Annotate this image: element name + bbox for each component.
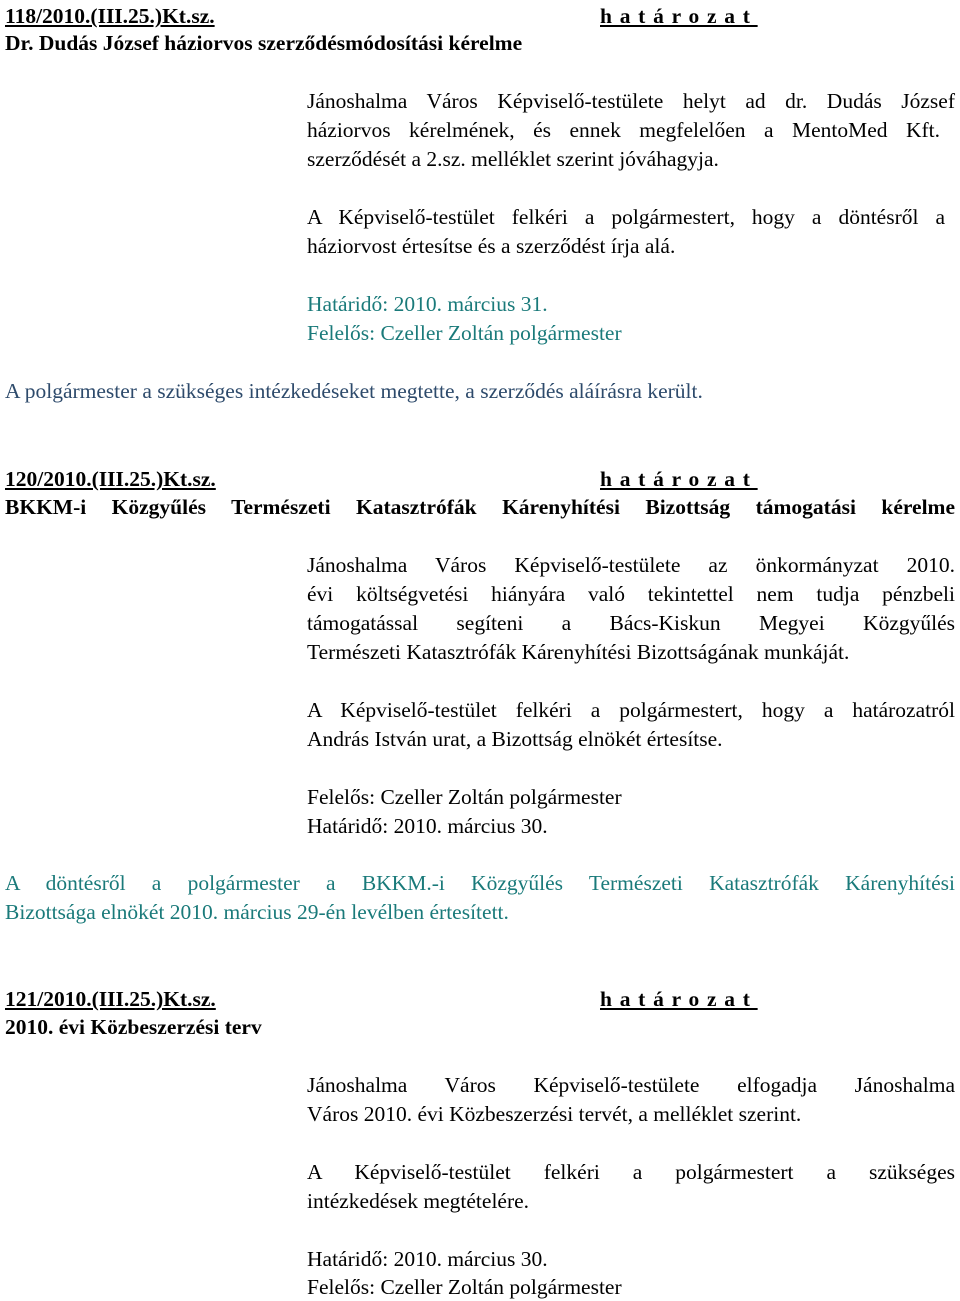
resolution-118-body-line: Jánoshalma Város Képviselő-testülete helyt ad dr. Dudás József: [307, 89, 955, 113]
resolution-120-body-line: évi költségvetési hiányára való tekintettel nem tudja pénzbeli: [307, 582, 955, 606]
resolution-120-body-line: támogatással segíteni a Bács-Kiskun Megyei Közgyűlés: [307, 611, 955, 635]
resolution-118-number: 118/2010.(III.25.)Kt.sz.: [5, 4, 215, 28]
resolution-120-report-line: Bizottsága elnökét 2010. március 29-én levélben értesített.: [5, 900, 509, 924]
resolution-120-body-line: Természeti Katasztrófák Kárenyhítési Bizottságának munkáját.: [307, 640, 850, 664]
resolution-120-number: 120/2010.(III.25.)Kt.sz.: [5, 467, 216, 491]
resolution-121-marker: határozat: [600, 987, 758, 1011]
resolution-118-title: Dr. Dudás József háziorvos szerződésmódosítási kérelme: [5, 31, 523, 55]
resolution-121-deadline: Határidő: 2010. március 30.: [307, 1247, 548, 1271]
resolution-120-report-line: A döntésről a polgármester a BKKM.-i Közgyűlés Természeti Katasztrófák Kárenyhítési: [5, 871, 955, 895]
resolution-118-request-line: háziorvost értesítse és a szerződést írja alá.: [307, 234, 676, 258]
resolution-121-number: 121/2010.(III.25.)Kt.sz.: [5, 987, 216, 1011]
resolution-120-marker: határozat: [600, 467, 758, 491]
resolution-121-title: 2010. évi Közbeszerzési terv: [5, 1015, 262, 1039]
resolution-118-deadline: Határidő: 2010. március 31.: [307, 292, 548, 316]
resolution-118-report: A polgármester a szükséges intézkedéseket megtette, a szerződés aláírásra került.: [5, 379, 703, 403]
resolution-121-responsible: Felelős: Czeller Zoltán polgármester: [307, 1275, 622, 1299]
resolution-118-marker: határozat: [600, 4, 758, 28]
resolution-120-request-line: András István urat, a Bizottság elnökét értesítse.: [307, 727, 723, 751]
resolution-118-responsible: Felelős: Czeller Zoltán polgármester: [307, 321, 622, 345]
resolution-118-body-line: szerződését a 2.sz. melléklet szerint jóváhagyja.: [307, 147, 719, 171]
resolution-121-request-line: A Képviselő-testület felkéri a polgármestert a szükséges: [307, 1160, 955, 1184]
resolution-120-title: BKKM-i Közgyűlés Természeti Katasztrófák Kárenyhítési Bizottság támogatási kérelme: [5, 495, 955, 519]
resolution-121-body-line: Város 2010. évi Közbeszerzési tervét, a melléklet szerint.: [307, 1102, 802, 1126]
resolution-118-request-line: A Képviselő-testület felkéri a polgármestert, hogy a döntésről a: [307, 205, 945, 229]
resolution-120-responsible: Felelős: Czeller Zoltán polgármester: [307, 785, 622, 809]
resolution-121-request-line: intézkedések megtételére.: [307, 1189, 530, 1213]
resolution-120-deadline: Határidő: 2010. március 30.: [307, 814, 548, 838]
resolution-120-body-line: Jánoshalma Város Képviselő-testülete az önkormányzat 2010.: [307, 553, 955, 577]
resolution-121-body-line: Jánoshalma Város Képviselő-testülete elfogadja Jánoshalma: [307, 1073, 955, 1097]
resolution-118-body-line: háziorvos kérelmének, és ennek megfelelően a MentoMed Kft.: [307, 118, 940, 142]
resolution-120-request-line: A Képviselő-testület felkéri a polgármestert, hogy a határozatról: [307, 698, 955, 722]
